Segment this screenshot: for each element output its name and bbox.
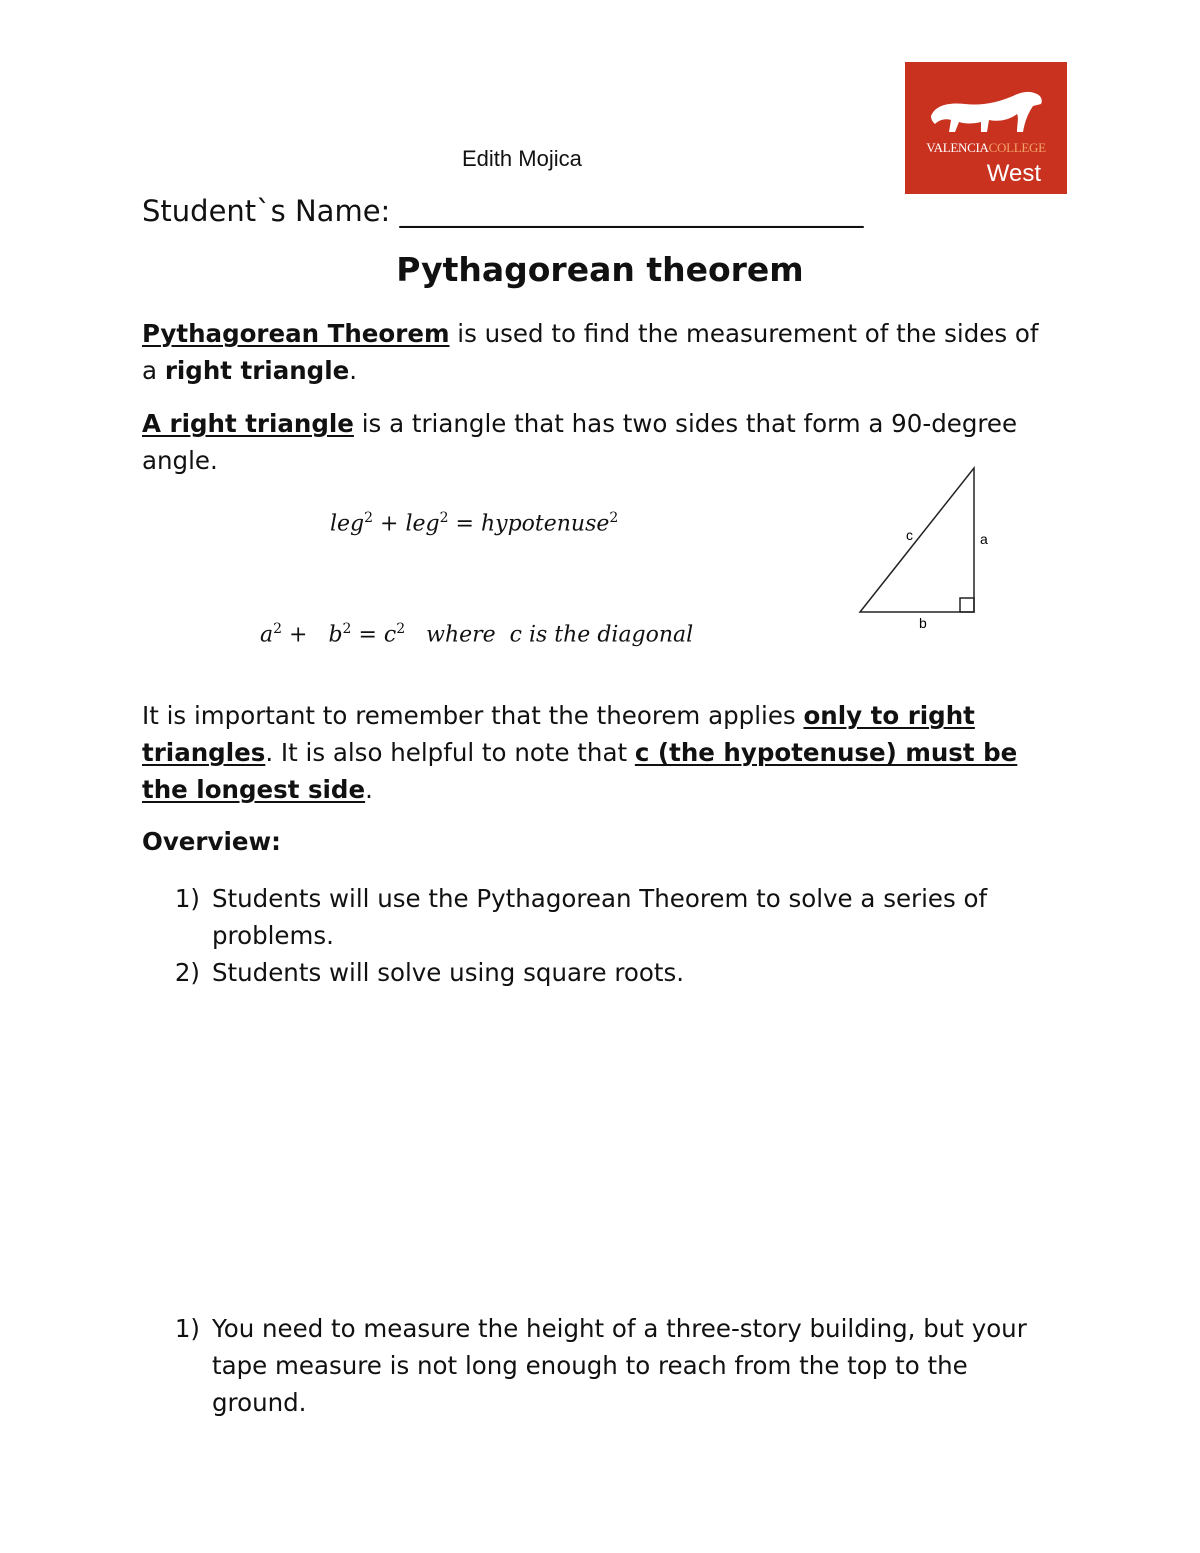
label-a: a xyxy=(980,531,988,547)
problem-list xyxy=(142,1310,1042,1421)
logo-campus: West xyxy=(986,160,1041,187)
list-item: 2) Students will solve using square roots. xyxy=(174,958,685,987)
right-angle-marker xyxy=(960,598,974,612)
leg-equation: leg$^2$ + leg$^2$ = hypotenuse$^2$ xyxy=(330,510,619,537)
list-item: 1) Students will use the Pythagorean Theorem to solve a series of problems. xyxy=(174,884,988,950)
term-right-triangle: right triangle xyxy=(164,356,350,385)
theorem-definition: Pythagorean Theorem is used to find the measurement of the sides of a right triangle. xyxy=(142,319,1039,385)
overview-heading: Overview: xyxy=(142,827,281,856)
right-triangle-diagram xyxy=(855,462,995,637)
page-title: Pythagorean theorem xyxy=(396,250,804,289)
college-logo xyxy=(905,62,1067,194)
label-c: c xyxy=(906,527,913,543)
note-emphasis-longest-side: c (the hypotenuse) must be the longest side xyxy=(142,738,1018,804)
problem-item: 1) You need to measure the height of a three-story building, but your tape measure is not long enough to reach from the top to the ground. xyxy=(174,1314,1027,1417)
term-pythagorean-theorem: Pythagorean Theorem xyxy=(142,319,450,348)
overview-list xyxy=(142,880,1042,991)
student-name-field: Student`s Name: ________________________________ xyxy=(142,194,864,228)
abc-equation: $a^2 + b^2 = c^2$ where c is the diagonal xyxy=(260,621,694,648)
note-emphasis-right-triangles: only to right triangles xyxy=(142,701,975,767)
author-name: Edith Mojica xyxy=(462,146,582,171)
logo-wordmark: VALENCIACOLLEGE xyxy=(926,140,1046,155)
panther-icon xyxy=(925,76,1047,140)
label-b: b xyxy=(919,615,927,631)
right-triangle-definition: A right triangle is a triangle that has two sides that form a 90-degree angle. xyxy=(142,409,1018,475)
theorem-note: It is important to remember that the theorem applies only to right triangles. It is also helpful to note that c (the hypotenuse) must be the longest side. xyxy=(142,701,1018,804)
term-a-right-triangle: A right triangle xyxy=(142,409,354,438)
triangle-outline xyxy=(860,468,974,612)
